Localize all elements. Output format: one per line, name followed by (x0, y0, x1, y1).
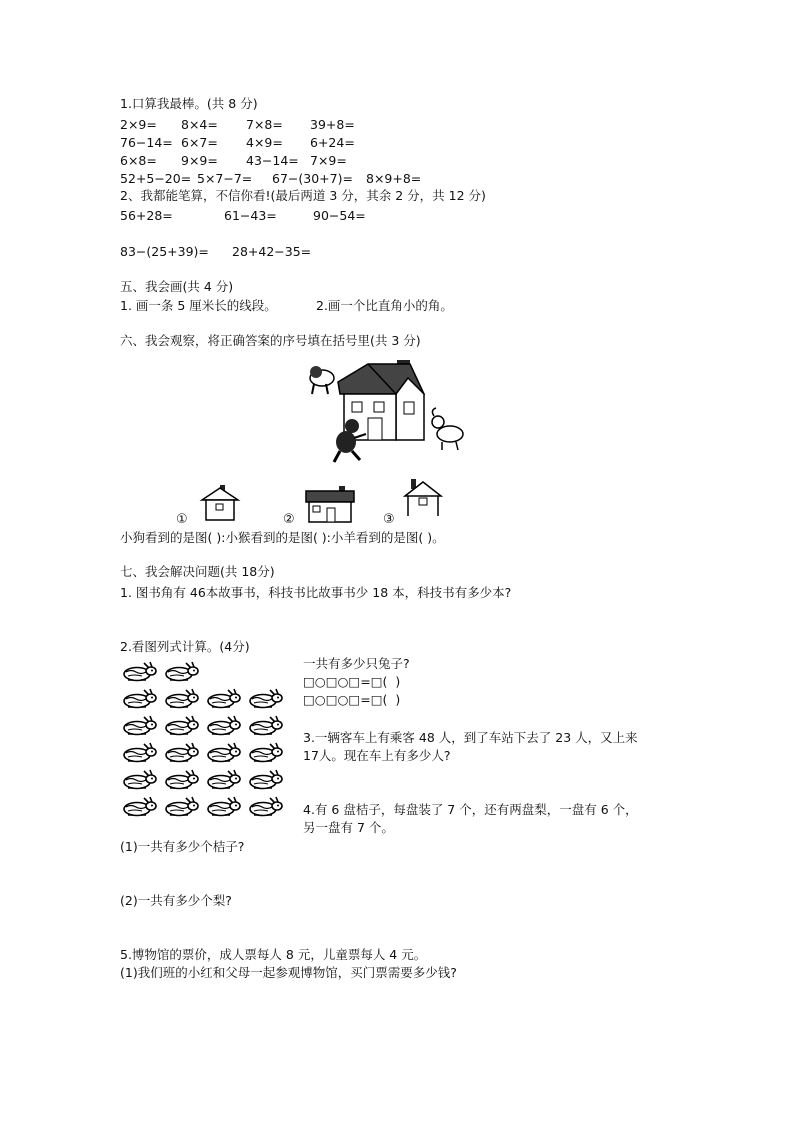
oral-item: 67−(30+7)= (272, 171, 353, 186)
problem-2-title: 2.看图列式计算。(4分) (120, 639, 250, 654)
oral-item: 39+8= (310, 117, 355, 132)
house-view-2 (305, 486, 355, 524)
section1-title: 1.口算我最棒。(共 8 分) (120, 96, 258, 111)
problem-2-question: 一共有多少只兔子? (303, 656, 410, 671)
oral-item: 7×9= (310, 153, 347, 168)
problem-5-line-1: 5.博物馆的票价，成人票每人 8 元，儿童票每人 4 元。 (120, 947, 427, 962)
oral-item: 8×4= (181, 117, 218, 132)
rabbit-icon (246, 770, 284, 790)
house-view-1 (200, 482, 240, 522)
section6-question: 小狗看到的是图( ):小猴看到的是图( ):小羊看到的是图( )。 (120, 530, 445, 545)
oral-item: 43−14= (246, 153, 299, 168)
rabbit-icon (162, 716, 200, 736)
house-view-3 (403, 476, 443, 518)
draw-item-2: 2.画一个比直角小的角。 (316, 298, 453, 313)
house-scene-illustration (300, 356, 475, 468)
oral-item: 6×7= (181, 135, 218, 150)
rabbit-icon (246, 689, 284, 709)
rabbit-grid (120, 662, 292, 826)
problem-2-equation-1: □○□○□=□( ) (303, 674, 401, 689)
rabbit-icon (120, 797, 158, 817)
problem-4-sub-1: (1)一共有多少个桔子? (120, 839, 245, 854)
view-label-3: ③ (383, 512, 395, 527)
problem-1: 1. 图书角有 46本故事书，科技书比故事书少 18 本，科技书有多少本? (120, 585, 512, 600)
rabbit-icon (204, 716, 242, 736)
view-label-2: ② (283, 512, 295, 527)
rabbit-icon (162, 743, 200, 763)
oral-item: 6+24= (310, 135, 355, 150)
oral-item: 7×8= (246, 117, 283, 132)
draw-item-1: 1. 画一条 5 厘米长的线段。 (120, 298, 277, 313)
view-label-1: ① (176, 512, 188, 527)
rabbit-icon (204, 770, 242, 790)
problem-4-line-2: 另一盘有 7 个。 (303, 820, 394, 835)
section6-title: 六、我会观察，将正确答案的序号填在括号里(共 3 分) (120, 333, 421, 348)
rabbit-icon (120, 770, 158, 790)
problem-3-line-2: 17人。现在车上有多少人? (303, 748, 451, 763)
oral-item: 6×8= (120, 153, 157, 168)
section5-title: 五、我会画(共 4 分) (120, 279, 234, 294)
oral-item: 52+5−20= (120, 171, 192, 186)
rabbit-icon (246, 743, 284, 763)
written-item: 61−43= (224, 208, 277, 223)
rabbit-icon (120, 689, 158, 709)
section7-title: 七、我会解决问题(共 18分) (120, 564, 275, 579)
rabbit-icon (162, 662, 200, 682)
problem-4-line-1: 4.有 6 盘桔子，每盘装了 7 个，还有两盘梨，一盘有 6 个， (303, 802, 638, 817)
problem-5-sub-1: (1)我们班的小红和父母一起参观博物馆，买门票需要多少钱? (120, 965, 457, 980)
oral-item: 76−14= (120, 135, 173, 150)
written-item: 90−54= (313, 208, 366, 223)
problem-4-sub-2: (2)一共有多少个梨? (120, 893, 232, 908)
rabbit-icon (246, 797, 284, 817)
problem-3-line-1: 3.一辆客车上有乘客 48 人，到了车站下去了 23 人，又上来 (303, 730, 638, 745)
problem-2-equation-2: □○□○□=□( ) (303, 692, 401, 707)
written-item: 56+28= (120, 208, 173, 223)
rabbit-icon (204, 743, 242, 763)
oral-item: 2×9= (120, 117, 157, 132)
rabbit-icon (120, 743, 158, 763)
rabbit-icon (204, 797, 242, 817)
rabbit-icon (162, 797, 200, 817)
section2-title: 2、我都能笔算，不信你看!(最后两道 3 分，其余 2 分，共 12 分) (120, 188, 486, 203)
written-item: 28+42−35= (232, 244, 312, 259)
rabbit-icon (162, 689, 200, 709)
rabbit-icon (204, 689, 242, 709)
oral-item: 8×9+8= (366, 171, 422, 186)
oral-item: 5×7−7= (197, 171, 253, 186)
oral-item: 4×9= (246, 135, 283, 150)
rabbit-icon (120, 716, 158, 736)
written-item: 83−(25+39)= (120, 244, 209, 259)
rabbit-icon (162, 770, 200, 790)
rabbit-icon (120, 662, 158, 682)
rabbit-icon (246, 716, 284, 736)
oral-item: 9×9= (181, 153, 218, 168)
